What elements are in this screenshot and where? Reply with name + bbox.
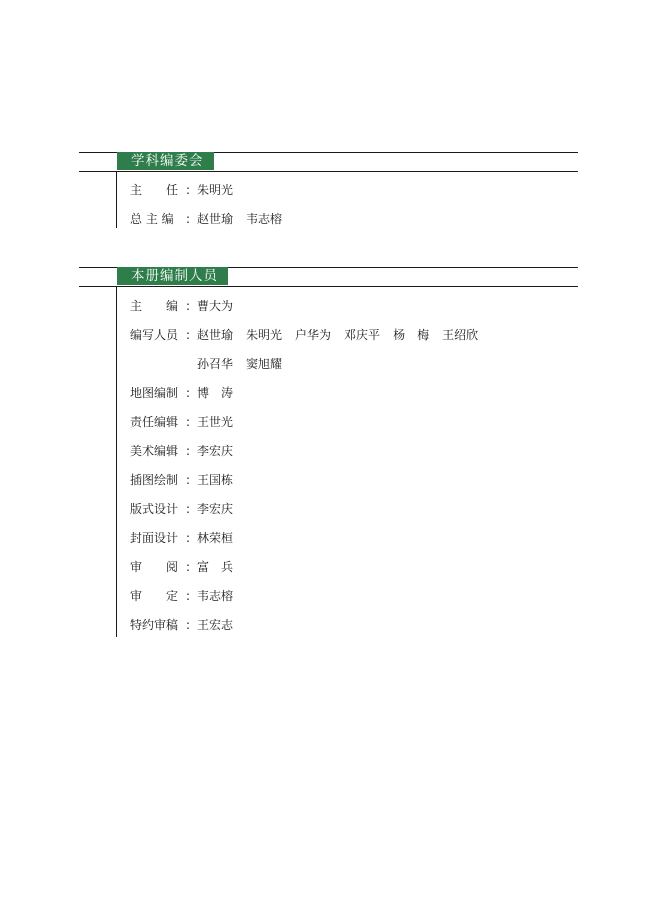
section-title: 学科编委会 (117, 152, 214, 170)
row-label: 主 编 (130, 299, 179, 313)
row-colon: : (186, 560, 191, 574)
row-label: 编写人员 (130, 328, 179, 342)
person-name: 王绍欣 (442, 328, 479, 342)
row-names (197, 617, 246, 633)
row-label: 版式设计 (130, 502, 179, 516)
person-name: 王国栋 (197, 473, 234, 487)
person-name: 韦志榕 (197, 589, 234, 603)
row-label: 地图编制 (130, 386, 179, 400)
row-label: 审 定 (130, 589, 179, 603)
section-vertical-rule (116, 286, 117, 637)
person-name: 户华为 (295, 328, 332, 342)
person-name: 李宏庆 (197, 502, 234, 516)
row-label: 主 任 (130, 183, 179, 197)
row-names (197, 472, 246, 488)
row-colon: : (186, 183, 191, 197)
section-title: 本册编制人员 (117, 267, 228, 285)
person-name: 赵世瑜 (197, 212, 234, 226)
person-name: 邓庆平 (344, 328, 381, 342)
row-names (197, 211, 295, 227)
row-names (197, 530, 246, 546)
row-colon: : (186, 531, 191, 545)
row-colon: : (186, 415, 191, 429)
person-name: 杨 梅 (393, 328, 430, 342)
person-name: 赵世瑜 (197, 328, 234, 342)
row-names (197, 356, 295, 372)
row-label: 审 阅 (130, 560, 179, 574)
person-name: 窦旭耀 (246, 357, 283, 371)
row-colon: : (186, 618, 191, 632)
row-names (197, 327, 491, 343)
row-colon: : (186, 502, 191, 516)
row-colon: : (186, 212, 191, 226)
person-name: 李宏庆 (197, 444, 234, 458)
row-label: 责任编辑 (130, 415, 179, 429)
row-label: 插图绘制 (130, 473, 179, 487)
person-name: 孙召华 (197, 357, 234, 371)
row-colon: : (186, 444, 191, 458)
section-bottom-rule (79, 171, 578, 172)
row-names (197, 182, 246, 198)
row-names (197, 559, 246, 575)
row-names (197, 588, 246, 604)
row-colon: : (186, 299, 191, 313)
row-names (197, 501, 246, 517)
person-name: 林荣桓 (197, 531, 234, 545)
person-name: 朱明光 (197, 183, 234, 197)
row-names (197, 298, 246, 314)
person-name: 韦志榕 (246, 212, 283, 226)
row-colon: : (186, 328, 191, 342)
row-colon: : (186, 386, 191, 400)
row-colon: : (186, 589, 191, 603)
person-name: 博 涛 (197, 386, 234, 400)
person-name: 曹大为 (197, 299, 234, 313)
row-names (197, 385, 246, 401)
person-name: 王宏志 (197, 618, 234, 632)
row-label: 美术编辑 (130, 444, 179, 458)
row-names (197, 443, 246, 459)
row-label: 封面设计 (130, 531, 179, 545)
row-label: 总 主 编 (130, 212, 174, 226)
row-colon: : (186, 473, 191, 487)
person-name: 朱明光 (246, 328, 283, 342)
person-name: 富 兵 (197, 560, 234, 574)
row-label: 特约审稿 (130, 618, 179, 632)
section-bottom-rule (79, 286, 578, 287)
person-name: 王世光 (197, 415, 234, 429)
section-vertical-rule (116, 171, 117, 228)
row-names (197, 414, 246, 430)
